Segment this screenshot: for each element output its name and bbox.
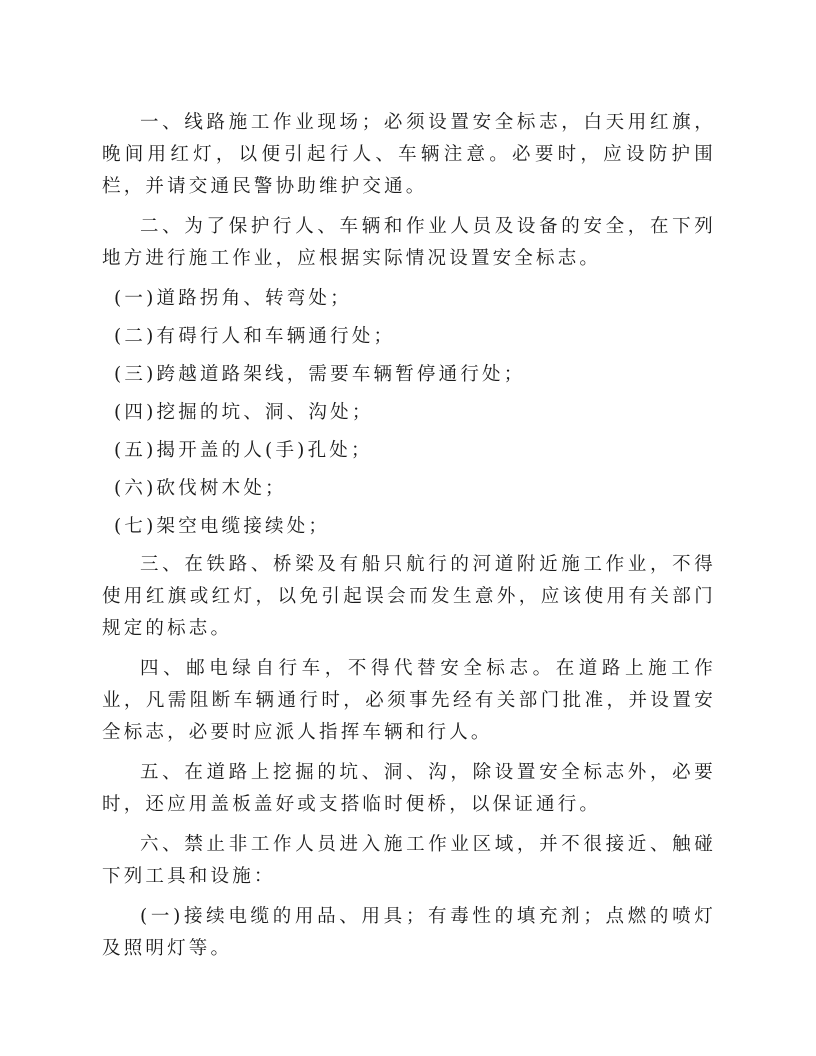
paragraph-6-restricted-area: 六、禁止非工作人员进入施工作业区域，并不很接近、触碰下列工具和设施： — [102, 834, 716, 887]
list-item-3: (三)跨越道路架线，需要车辆暂停通行处； — [114, 364, 526, 385]
list-item-6: (六)砍伐树木处； — [114, 478, 287, 499]
paragraph-6-sub-item-1: (一)接续电缆的用品、用具；有毒性的填充剂；点燃的喷灯及照明灯等。 — [102, 906, 716, 959]
paragraph-4-bicycles: 四、邮电绿自行车，不得代替安全标志。在道路上施工作业，凡需阻断车辆通行时，必须事先经有关部门批准，并设置安全标志，必要时应派人指挥车辆和行人。 — [102, 658, 716, 743]
list-item-5: (五)揭开盖的人(手)孔处； — [114, 440, 373, 461]
list-item-7: (七)架空电缆接续处； — [114, 516, 331, 537]
list-item-2: (二)有碍行人和车辆通行处； — [114, 326, 396, 347]
paragraph-5-excavations: 五、在道路上挖掘的坑、洞、沟，除设置安全标志外，必要时，还应用盖板盖好或支搭临时便桥，以保证通行。 — [102, 762, 716, 815]
list-item-4: (四)挖掘的坑、洞、沟处； — [114, 402, 374, 423]
list-item-1: (一)道路拐角、转弯处； — [114, 288, 352, 309]
paragraph-1-work-site-signs: 一、线路施工作业现场；必须设置安全标志，白天用红旗，晚间用红灯，以便引起行人、车辆注意。必要时，应设防护围栏，并请交通民警协助维护交通。 — [102, 112, 716, 197]
document-page — [102, 107, 716, 973]
paragraph-2-safety-locations: 二、为了保护行人、车辆和作业人员及设备的安全，在下列地方进行施工作业，应根据实际情况设置安全标志。 — [102, 216, 716, 269]
paragraph-3-railway-bridge: 三、在铁路、桥梁及有船只航行的河道附近施工作业，不得使用红旗或红灯，以免引起误会而发生意外，应该使用有关部门规定的标志。 — [102, 554, 716, 639]
